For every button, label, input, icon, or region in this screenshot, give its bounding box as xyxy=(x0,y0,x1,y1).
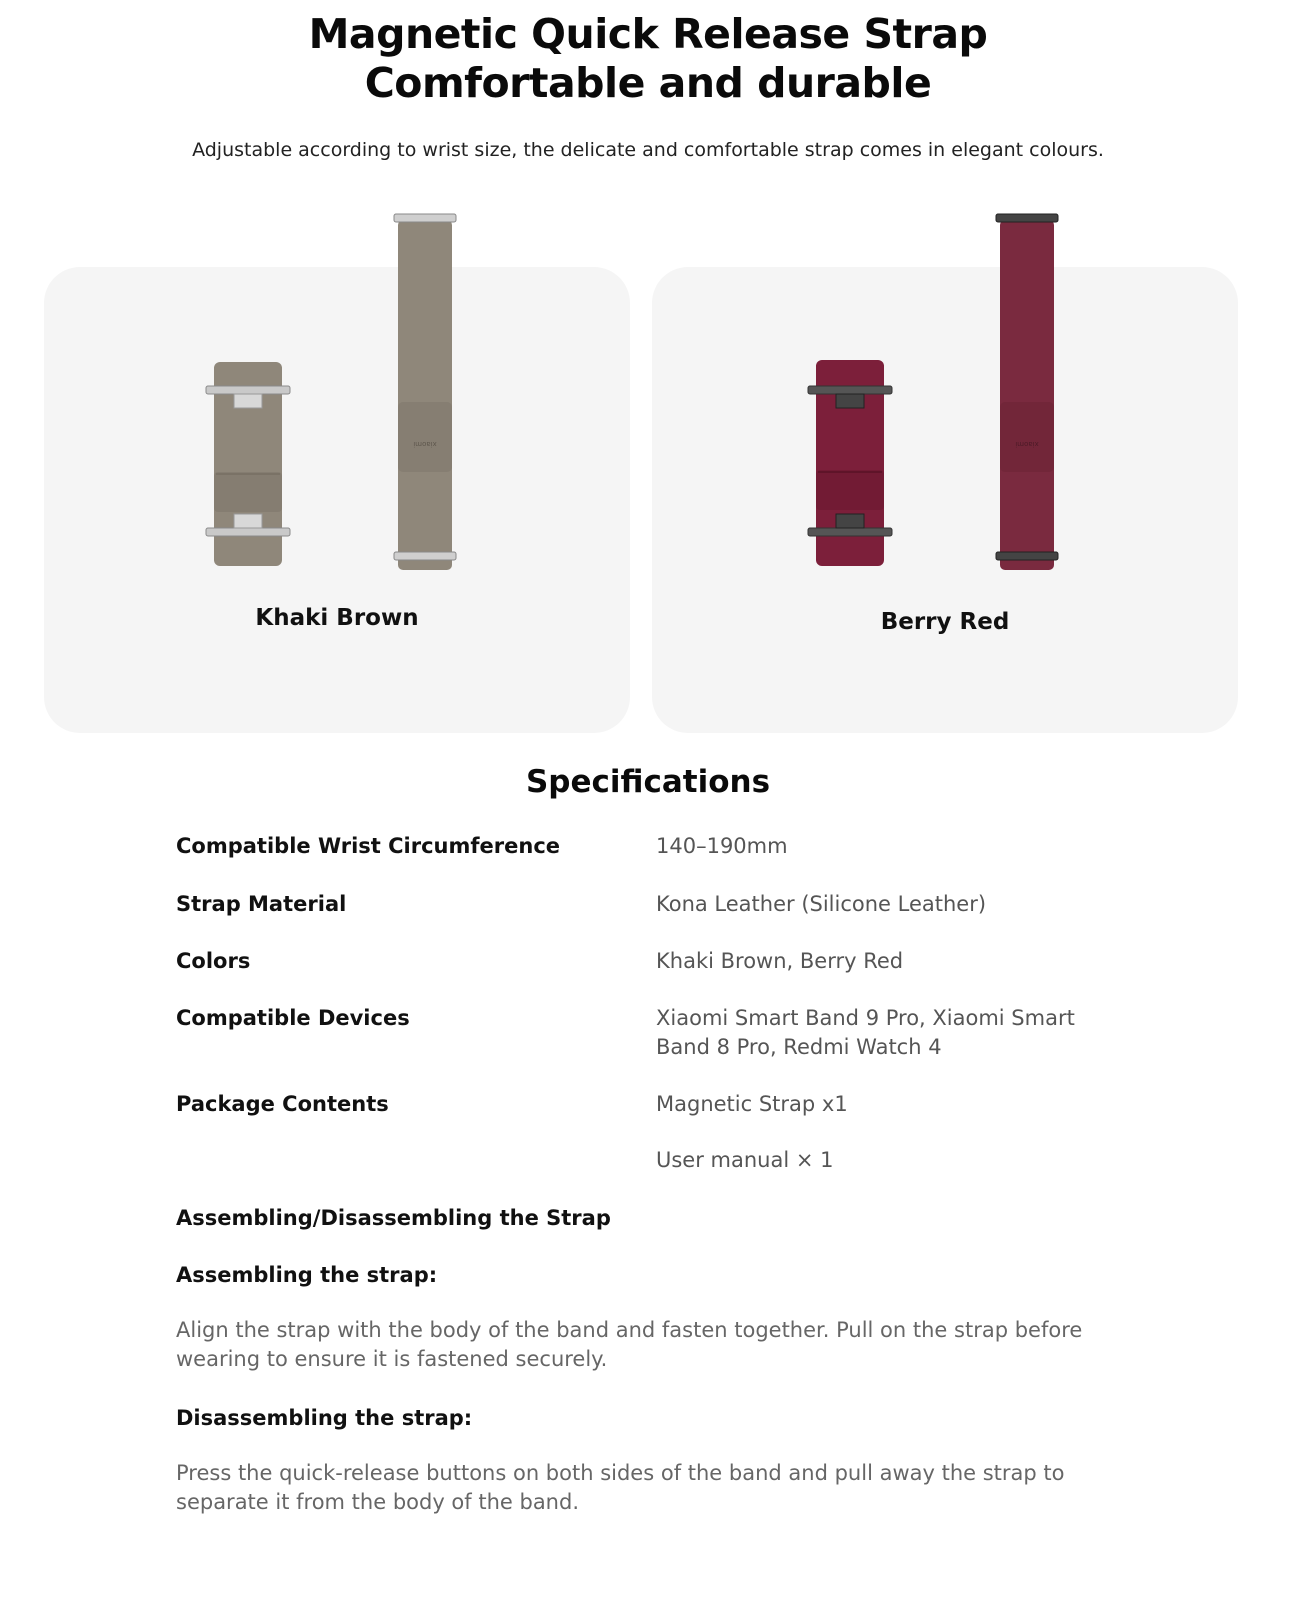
spec-label: Strap Material xyxy=(176,892,347,916)
variant-name: Berry Red xyxy=(880,609,1010,635)
disassemble-text: Press the quick-release buttons on both sides of the band and pull away the strap to separate it from the body of the band. xyxy=(176,1461,1065,1514)
assembly-heading: Assembling/Disassembling the Strap xyxy=(176,1206,611,1230)
spec-label: Colors xyxy=(176,949,251,973)
spec-value: 140–190mm xyxy=(656,834,788,858)
short-strap xyxy=(808,360,892,566)
specs-heading: Specifications xyxy=(525,764,771,800)
title-line-2: Comfortable and durable xyxy=(364,59,932,107)
assemble-title: Assembling the strap: xyxy=(176,1263,438,1287)
strap-logo: xiaomi xyxy=(1015,440,1039,448)
title-line-1: Magnetic Quick Release Strap xyxy=(308,10,988,58)
long-strap xyxy=(394,214,456,570)
khaki-strap-image xyxy=(200,212,480,582)
spec-value-secondary: User manual × 1 xyxy=(656,1148,834,1172)
spec-value: Magnetic Strap x1 xyxy=(656,1092,848,1116)
assemble-text: Align the strap with the body of the band and fasten together. Pull on the strap before wearing to ensure it is fastened securely. xyxy=(176,1318,1083,1371)
page-title xyxy=(0,10,1296,108)
short-strap xyxy=(206,362,290,566)
spec-label: Compatible Devices xyxy=(176,1006,410,1030)
berry-strap-image xyxy=(802,212,1082,582)
spec-value: Xiaomi Smart Band 9 Pro, Xiaomi Smart Band 8 Pro, Redmi Watch 4 xyxy=(656,1006,1075,1059)
spec-label: Package Contents xyxy=(176,1092,389,1116)
strap-logo: xiaomi xyxy=(413,440,437,448)
spec-label: Compatible Wrist Circumference xyxy=(176,834,561,858)
hero-subtitle: Adjustable according to wrist size, the delicate and comfortable strap comes in elegant colours. xyxy=(192,139,1104,161)
spec-value: Kona Leather (Silicone Leather) xyxy=(656,892,987,916)
long-strap xyxy=(996,214,1058,570)
disassemble-title: Disassembling the strap: xyxy=(176,1406,473,1430)
spec-value: Khaki Brown, Berry Red xyxy=(656,949,904,973)
variant-name: Khaki Brown xyxy=(255,605,419,631)
